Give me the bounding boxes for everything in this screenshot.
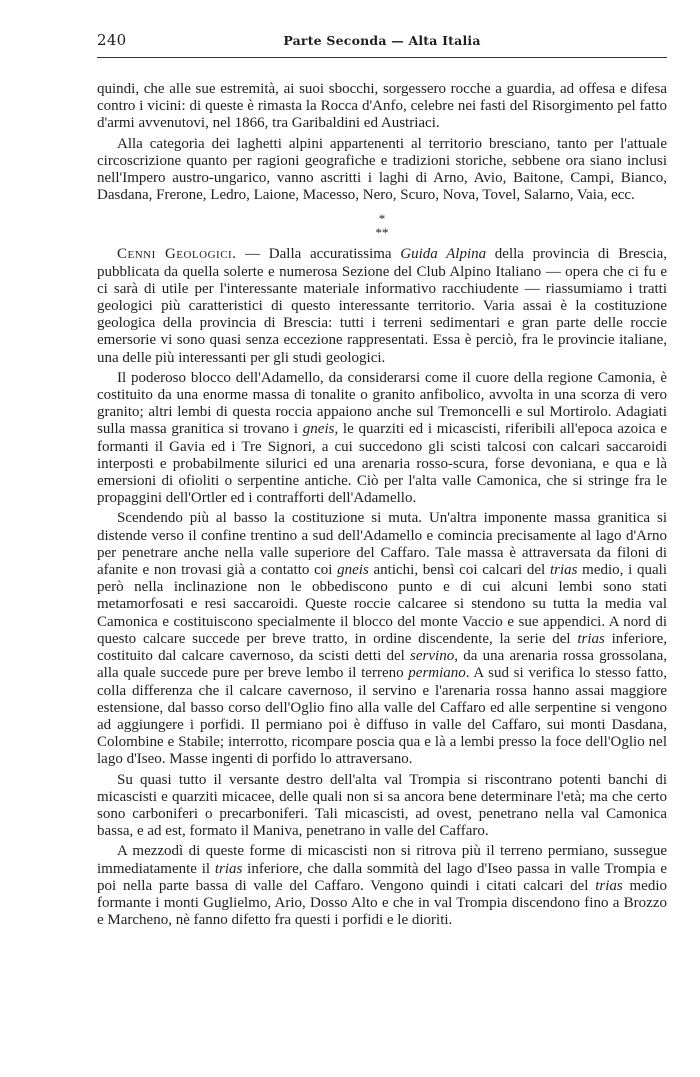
section-asterism (97, 212, 667, 240)
running-header (97, 31, 667, 49)
asterism-bottom: ** (375, 225, 389, 241)
paragraph-7: A mezzodì di queste forme di micascisti non si ritrova più il terreno permiano, sussegue immediatamente il trias inferiore, che dalla sommità del lago d'Iseo passa in valle Trompia e poi nella parte bassa di valle del Caffaro. Vengono quindi i citati calcari del trias medio formante i monti Guglielmo, Ario, Dosso Alto e che in val Trompia discendono fino a Brozzo e Marcheno, nè fanno difetto fra questi i porfidi e le dioriti. (97, 843, 667, 929)
asterism-top: * (378, 211, 386, 227)
paragraph-2: Alla categoria dei laghetti alpini appartenenti al territorio bresciano, tanto per l'attuale circoscrizione quanto per ragioni geografiche e tradizioni storiche, sebbene ora siano inclusi nell'Impero austro-ungarico, vanno ascritti i laghi di Arno, Avio, Baitone, Campi, Bianco, Dasdana, Frerone, Ledro, Laione, Macesso, Nero, Scuro, Nova, Tovel, Salarno, Vaia, ecc. (97, 135, 667, 204)
paragraph-4: Il poderoso blocco dell'Adamello, da considerarsi come il cuore della regione Camonia, è costituito da una enorme massa di tonalite o granito anfibolico, avvolta in una scorza di vero granito; altri lembi di questa roccia appaiono anche sul Tremoncelli e sul Mortirolo. Adagiati sulla massa granitica si trovano i gneis, le quarziti ed i micascisti, riferibili all'epoca azoica e formanti il Gavia ed i Tre Signori, a cui succedono gli scisti talcosi con calcari saccaroidi interposti e probabilmente silurici ed una arenaria rosso-scura, forse devoniana, e qua e là emersioni di ofioliti o serpentine antiche. Ciò per l'alta valle Camonica, che si stringe fra le propaggini dell'Ortler ed i contrafforti dell'Adamello. (97, 369, 667, 507)
paragraph-6: Su quasi tutto il versante destro dell'alta val Trompia si riscontrano potenti banchi di micascisti e quarziti micacee, delle quali non si sa ancora bene determinare l'età; ma che certo sono carboniferi o precarboniferi. Tali micascisti, ad ovest, penetrano nella val Camonica bassa, e ad est, formato il Maniva, penetrano in valle del Caffaro. (97, 771, 667, 840)
paragraph-5: Scendendo più al basso la costituzione si muta. Un'altra imponente massa granitica si distende verso il confine trentino a sud dell'Adamello e comincia precisamente al lago d'Arno per penetrare anche nella valle superiore del Caffaro. Tale massa è attraversata da filoni di afanite e non trovasi già a contatto coi gneis antichi, bensì coi calcari del trias medio, i quali però nella inclinazione non le obbediscono punto e di cui alcuni lembi sono stati metamorfosati e resi saccaroidi. Queste roccie calcaree si stendono su tutta la media val Camonica e costituiscono specialmente il blocco del monte Vaccio e sue appendici. A nord di questo calcare succede per breve tratto, in ordine discendente, la serie del trias inferiore, costituito dal calcare cavernoso, da scisti detti del servino, da una arenaria rossa grossolana, alla quale succede pure per breve lembo il terreno permiano. A sud si verifica lo stesso fatto, colla differenza che il calcare cavernoso, il servino e l'arenaria rossa hanno assai maggiore estensione, dal basso corso dell'Oglio fino alla valle del Caffaro ed alle serpentine si vengono ad aggiungere i porfidi. Il permiano poi è diffuso in valle del Caffaro, sui monti Dasdana, Colombine e Stabile; interrotto, ricompare poscia qua e là a lembi presso la foce dell'Oglio nel lago d'Iseo. Masse ingenti di porfido lo attraversano. (97, 510, 668, 768)
page-body (97, 81, 667, 932)
italic-term: gneis (302, 421, 335, 438)
paragraph-3: Cenni Geologici. — Dalla accuratissima Guida Alpina della provincia di Brescia, pubblicata da quella solerte e numerosa Sezione del Club Alpino Italiano — opera che ci fu e ci sarà di utile per l'interessante materiale informativo racchiudente — riassumiamo i tratti geologici più caratteristici di questo interessante territorio. Varia assai è la costituzione geologica della provincia di Brescia: tutti i terreni sedimentari e gran parte delle roccie emersorie vi sono quasi senza eccezione rappresentati. Essa è perciò, fra le provincie italiane, una delle più interessanti per gli studi geologici. (97, 246, 667, 366)
italic-term: trias (595, 877, 623, 894)
italic-term: permiano (408, 665, 466, 682)
header-rule (97, 57, 667, 58)
italic-term: trias (577, 630, 605, 647)
italic-term: Guida Alpina (400, 246, 487, 263)
italic-term: trias (549, 562, 578, 579)
italic-term: servino (410, 648, 455, 665)
italic-term: gneis (337, 562, 369, 579)
running-title: Parte Seconda — Alta Italia (283, 33, 481, 48)
italic-term: trias (214, 860, 243, 877)
paragraph-1: quindi, che alle sue estremità, ai suoi sbocchi, sorgessero rocche a guardia, ad offesa e difesa contro i vicini: di queste è rimasta la Rocca d'Anfo, celebre nei fasti del Risorgimento pel fatto d'armi avvenutovi, nel 1866, tra Garibaldini ed Austriaci. (97, 81, 667, 132)
page-number: 240 (97, 31, 127, 49)
section-heading: Cenni Geologici. (117, 246, 237, 263)
